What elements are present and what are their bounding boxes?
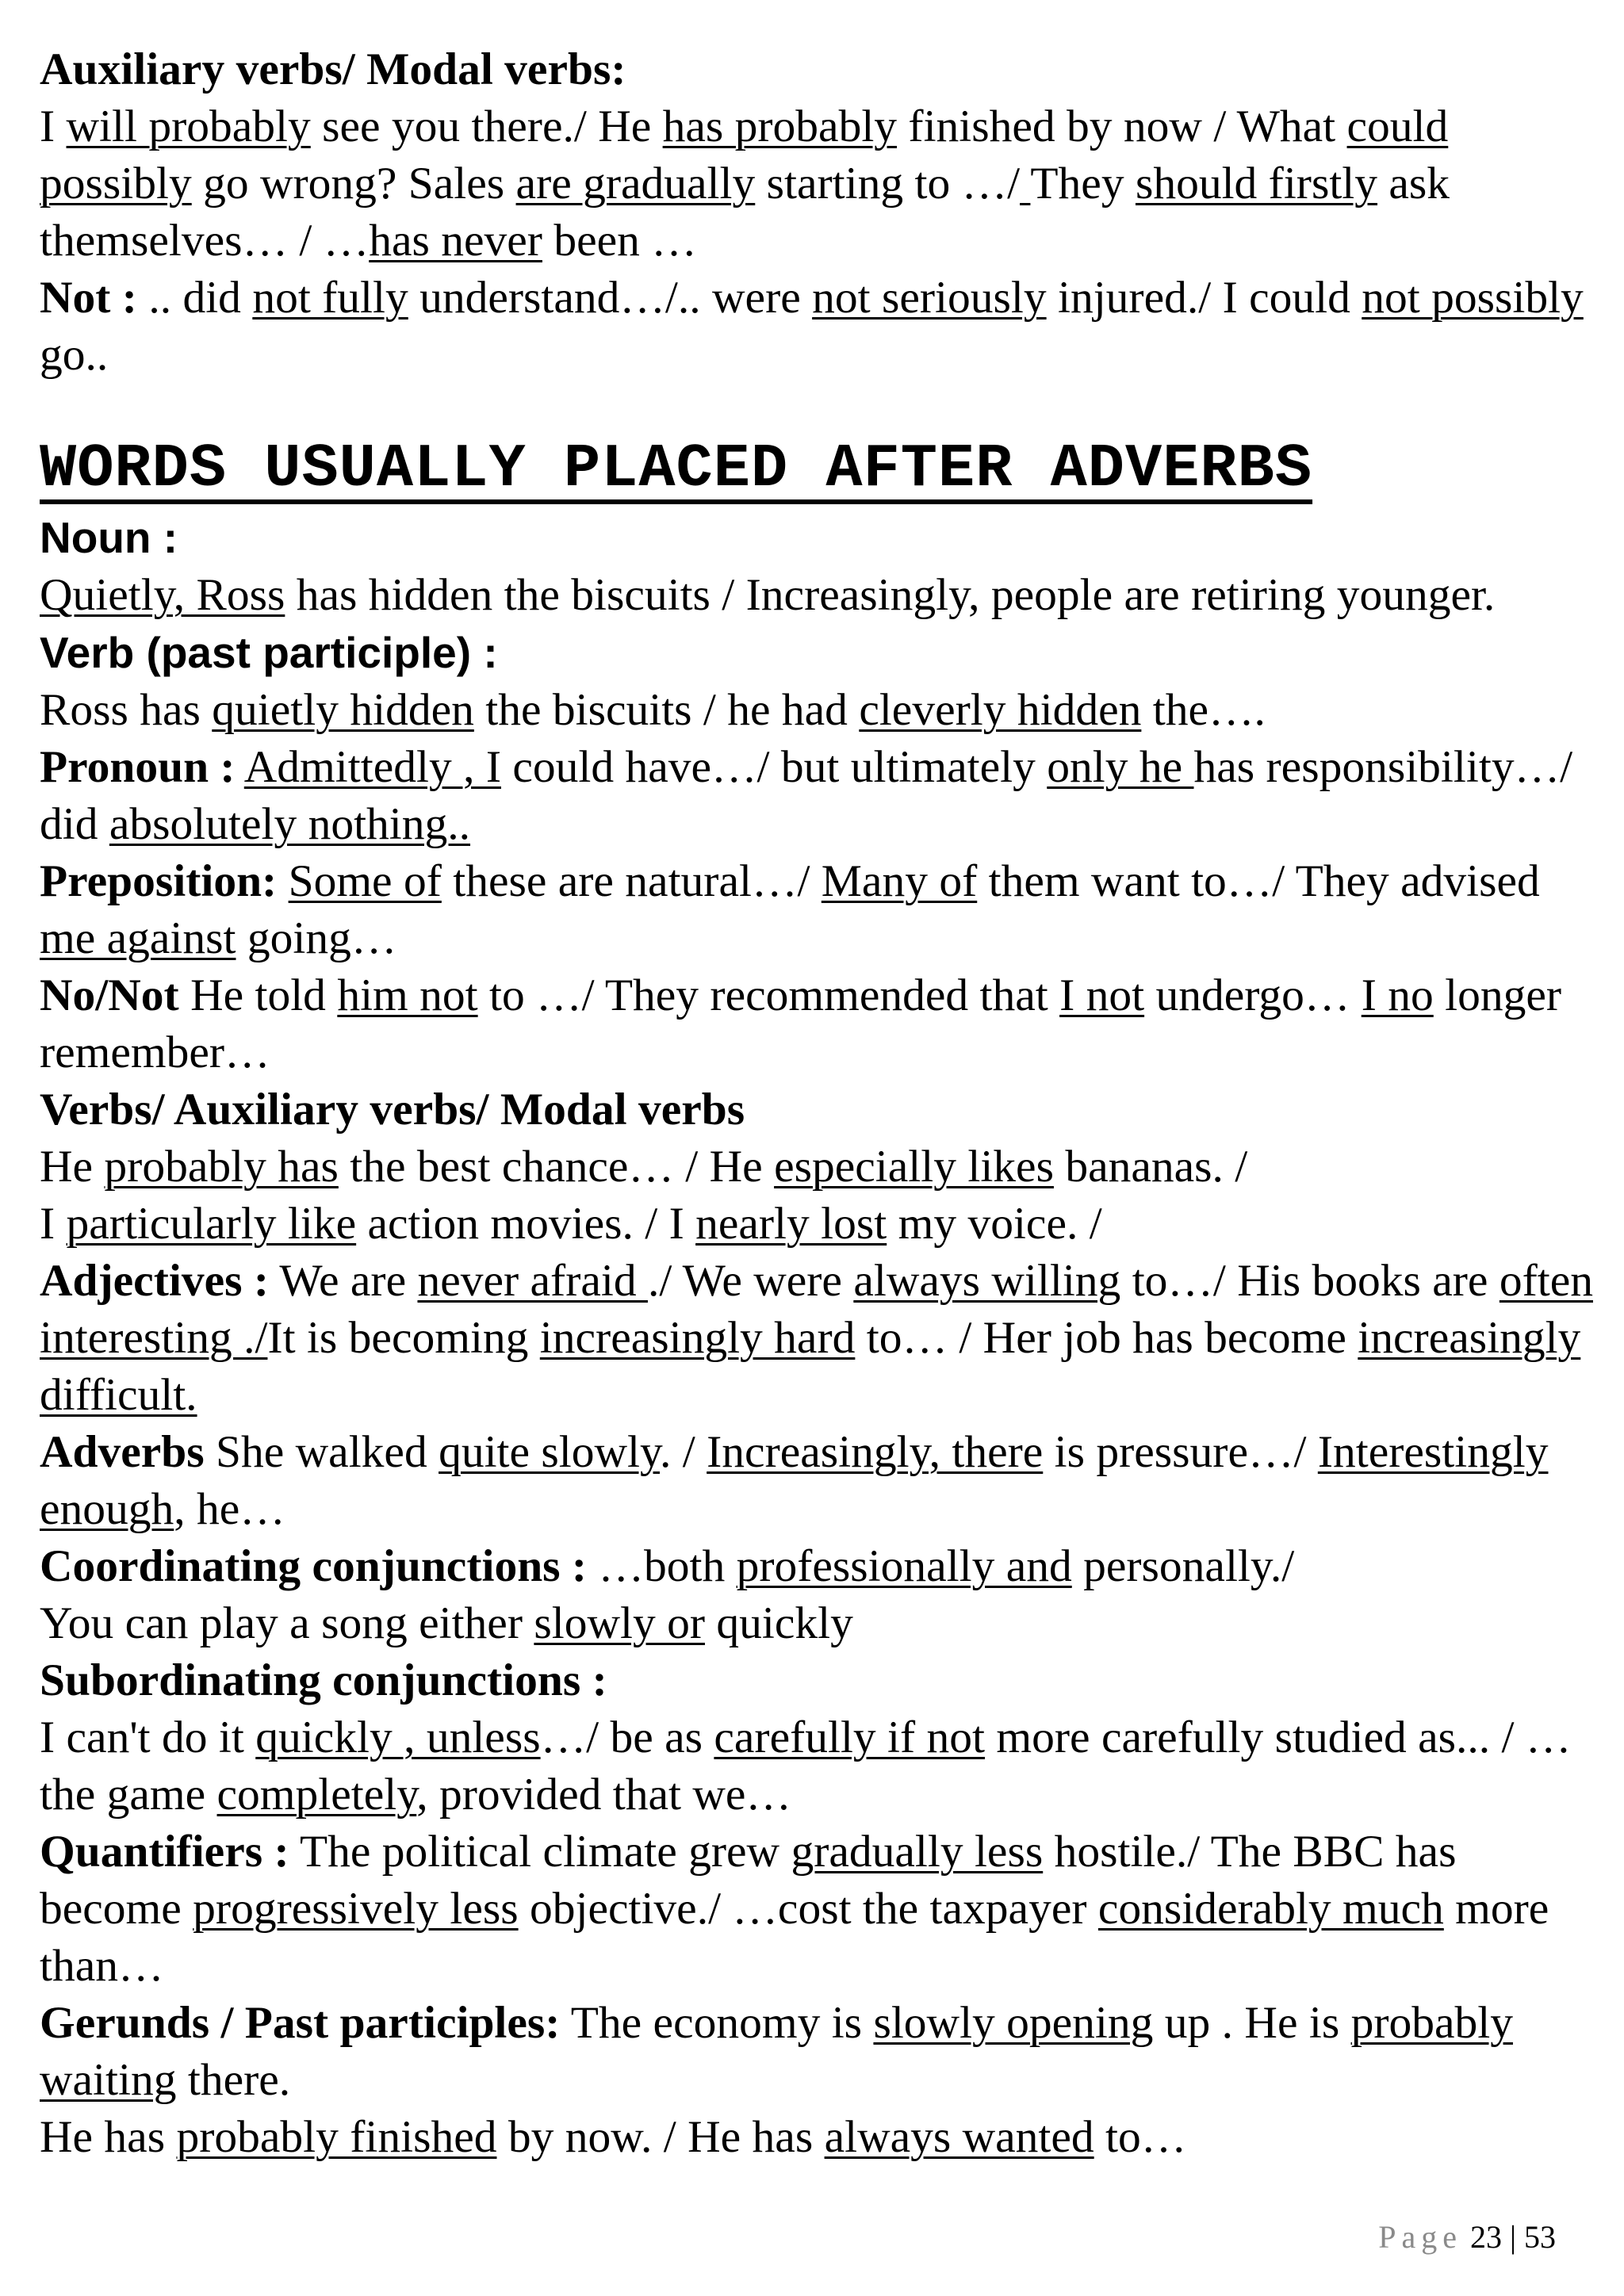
underlined-phrase: Interestingly enough [40, 1427, 1549, 1534]
underlined-phrase: especially likes [774, 1142, 1054, 1192]
text-segment: I [40, 101, 67, 151]
text-segment [236, 742, 244, 792]
underlined-phrase: not seriously [812, 273, 1047, 323]
subordinating-paragraph [40, 1652, 1594, 1823]
underlined-phrase: probably waiting [40, 1998, 1513, 2105]
underlined-phrase: considerably much [1097, 1884, 1444, 1934]
text-segment: The political climate grew [289, 1827, 791, 1877]
participle-examples [40, 2112, 1186, 2162]
entry-paragraph [40, 1538, 1594, 1595]
text-segment: them want to…/ They advised [977, 856, 1540, 906]
entry-paragraph [40, 967, 1594, 1081]
text-segment: more than… [40, 1884, 1549, 1991]
text-segment: been … [542, 216, 697, 266]
text-segment: hostile./ The BBC has become [40, 1827, 1457, 1934]
underlined-phrase: Increasingly, there [707, 1427, 1044, 1477]
underlined-phrase: always willing [853, 1256, 1121, 1306]
coordinating-continuation [40, 1595, 1594, 1652]
text-segment: The economy is [560, 1998, 874, 2048]
underlined-phrase: quite slowly [439, 1427, 661, 1477]
underlined-phrase: me against [40, 913, 236, 963]
coordinating-examples [40, 1598, 853, 1648]
section-label: Auxiliary verbs/ Modal verbs: [40, 44, 626, 94]
underlined-phrase: quickly , unless [255, 1712, 541, 1762]
entry-examples [40, 1427, 1548, 1534]
entry-label: Adverbs [40, 1427, 205, 1477]
text-segment: action movies. / I [356, 1199, 696, 1249]
section-label: Verbs/ Auxiliary verbs/ Modal verbs [40, 1085, 745, 1135]
text-segment: see you there./ He [310, 101, 663, 151]
entry-examples [40, 970, 1561, 1077]
text-segment: She walked [204, 1427, 439, 1477]
entry-examples [40, 742, 1572, 849]
underlined-phrase: professionally and [736, 1541, 1072, 1591]
noun-paragraph [40, 509, 1594, 624]
text-segment: I can't do it [40, 1712, 256, 1762]
entry-paragraph [40, 853, 1594, 967]
not-examples [40, 273, 1584, 380]
underlined-phrase: could possibly [40, 101, 1449, 209]
entries-list [40, 739, 1594, 1081]
text-segment: to…/ His books are [1120, 1256, 1500, 1306]
entry-paragraph [40, 739, 1594, 853]
underlined-phrase: slowly opening [873, 1998, 1154, 2048]
underlined-phrase: probably finished [176, 2112, 497, 2162]
underlined-phrase: I no [1361, 970, 1434, 1020]
not-paragraph [40, 270, 1594, 384]
verb-examples [40, 685, 1266, 735]
text-segment: go wrong? Sales [191, 159, 516, 209]
entries-list [40, 1823, 1594, 2109]
text-segment: is pressure…/ [1043, 1427, 1318, 1477]
text-segment: has hidden the biscuits / Increasingly, people are retiring younger. [285, 570, 1496, 620]
text-segment: more carefully studied as... / …the game [40, 1712, 1572, 1820]
text-segment: to… / Her job has become [855, 1313, 1358, 1363]
verbs-examples-line [40, 1199, 1102, 1249]
entry-label: No/Not [40, 970, 179, 1020]
text-segment: …/ be as [540, 1712, 714, 1762]
text-segment: You can play a song either [40, 1598, 534, 1648]
underlined-phrase: not fully [252, 273, 408, 323]
text-segment: I [40, 1199, 67, 1249]
document-page [40, 41, 1594, 2166]
underlined-phrase: only he [1047, 742, 1194, 792]
text-segment: quickly [704, 1598, 853, 1648]
underlined-phrase: cleverly hidden [859, 685, 1142, 735]
text-segment: by now. / He has [496, 2112, 825, 2162]
text-segment: , he… [174, 1484, 285, 1534]
modal-verbs-paragraph [40, 41, 1594, 270]
text-segment: . / [660, 1427, 707, 1477]
underlined-phrase: will probably [66, 101, 311, 151]
text-segment: .. did [136, 273, 253, 323]
text-segment: Ross has [40, 685, 213, 735]
page-separator: | [1509, 2219, 1516, 2255]
section-heading: WORDS USUALLY PLACED AFTER ADVERBS [40, 435, 1313, 504]
text-segment: ask themselves… / … [40, 159, 1450, 266]
underlined-phrase: slowly or [534, 1598, 705, 1648]
text-segment: bananas. / [1053, 1142, 1248, 1192]
underlined-phrase [1020, 159, 1030, 209]
section-label: Subordinating conjunctions : [40, 1655, 607, 1705]
underlined-phrase: Admittedly , I [243, 742, 501, 792]
entry-examples [587, 1541, 1294, 1591]
noun-examples [40, 570, 1495, 620]
page-total: 53 [1524, 2219, 1556, 2255]
text-segment: ./ We were [647, 1256, 854, 1306]
underlined-phrase: I not [1059, 970, 1145, 1020]
page-footer [1378, 2218, 1556, 2256]
entry-examples [40, 1256, 1593, 1420]
entries-list [40, 1253, 1594, 1595]
entry-label: Adjectives : [40, 1256, 269, 1306]
text-segment: starting to …/ [755, 159, 1021, 209]
modal-verbs-examples [40, 101, 1450, 266]
text-segment: personally./ [1071, 1541, 1295, 1591]
underlined-phrase: never afraid [417, 1256, 648, 1306]
underlined-phrase: probably has [104, 1142, 339, 1192]
text-segment: finished by now / What [897, 101, 1347, 151]
underlined-phrase: carefully if not [714, 1712, 986, 1762]
underlined-phrase: are gradually [515, 159, 756, 209]
underlined-phrase: Many of [821, 856, 978, 906]
page-word: Page [1378, 2219, 1462, 2255]
text-segment: to… [1094, 2112, 1187, 2162]
text-segment: …both [587, 1541, 737, 1591]
text-segment: the biscuits / he had [473, 685, 860, 735]
verbs-paragraph [40, 1081, 1594, 1253]
entry-label: Pronoun : [40, 742, 236, 792]
section-label: Noun : [40, 513, 178, 562]
last-line-paragraph [40, 2109, 1594, 2166]
underlined-phrase: him not [337, 970, 478, 1020]
text-segment: We are [269, 1256, 418, 1306]
entry-paragraph [40, 1823, 1594, 1995]
section-label: Verb (past participle) : [40, 628, 498, 677]
underlined-phrase: always wanted [824, 2112, 1094, 2162]
underlined-phrase: gradually less [791, 1827, 1044, 1877]
text-segment: has responsibility…/ did [40, 742, 1573, 849]
text-segment: the best chance… / He [338, 1142, 775, 1192]
underlined-phrase: quietly hidden [212, 685, 474, 735]
text-segment: could have…/ but ultimately [500, 742, 1048, 792]
entry-paragraph [40, 1253, 1594, 1424]
text-segment: He told [178, 970, 338, 1020]
page-number: 23 [1469, 2219, 1502, 2255]
text-segment: It is becoming [267, 1313, 540, 1363]
entry-label: Gerunds / Past participles: [40, 1998, 561, 2048]
subordinating-examples [40, 1712, 1571, 1820]
text-segment: up . He is [1153, 1998, 1351, 2048]
text-segment: He [40, 1142, 105, 1192]
entry-label: Preposition: [40, 856, 278, 906]
underlined-phrase: often interesting ./ [40, 1256, 1593, 1363]
text-segment: , provided that we… [416, 1770, 791, 1820]
text-segment: to …/ They recommended that [477, 970, 1060, 1020]
entry-paragraph [40, 1995, 1594, 2109]
text-segment: injured./ I could [1046, 273, 1362, 323]
text-segment: going… [236, 913, 397, 963]
text-segment [277, 856, 288, 906]
underlined-phrase: completely [216, 1770, 417, 1820]
text-segment: go.. [40, 330, 109, 380]
entry-label: Quantifiers : [40, 1827, 289, 1877]
underlined-phrase: particularly like [66, 1199, 357, 1249]
text-segment: undergo… [1144, 970, 1362, 1020]
text-segment: there. [176, 2055, 291, 2105]
text-segment: objective./ …cost the taxpayer [518, 1884, 1098, 1934]
text-segment: these are natural…/ [441, 856, 822, 906]
underlined-phrase: not possibly [1362, 273, 1584, 323]
verb-paragraph [40, 624, 1594, 739]
text-segment: the…. [1141, 685, 1266, 735]
text-segment: He has [40, 2112, 177, 2162]
underlined-phrase: absolutely nothing.. [109, 799, 471, 849]
text-segment: my voice. / [887, 1199, 1102, 1249]
text-segment: They [1030, 159, 1136, 209]
underlined-phrase: has never [369, 216, 542, 266]
entry-paragraph [40, 1424, 1594, 1538]
text-segment: longer remember… [40, 970, 1562, 1077]
underlined-phrase: increasingly hard [539, 1313, 856, 1363]
underlined-phrase: progressively less [193, 1884, 519, 1934]
underlined-phrase: has probably [662, 101, 898, 151]
text-segment: understand…/.. were [408, 273, 813, 323]
underlined-phrase: increasingly difficult. [40, 1313, 1581, 1420]
entry-label: Coordinating conjunctions : [40, 1541, 588, 1591]
underlined-phrase: Some of [288, 856, 442, 906]
section-label: Not : [40, 273, 137, 323]
underlined-phrase: Quietly, Ross [40, 570, 285, 620]
underlined-phrase: should firstly [1135, 159, 1378, 209]
underlined-phrase: nearly lost [695, 1199, 887, 1249]
verbs-examples-line [40, 1142, 1247, 1192]
